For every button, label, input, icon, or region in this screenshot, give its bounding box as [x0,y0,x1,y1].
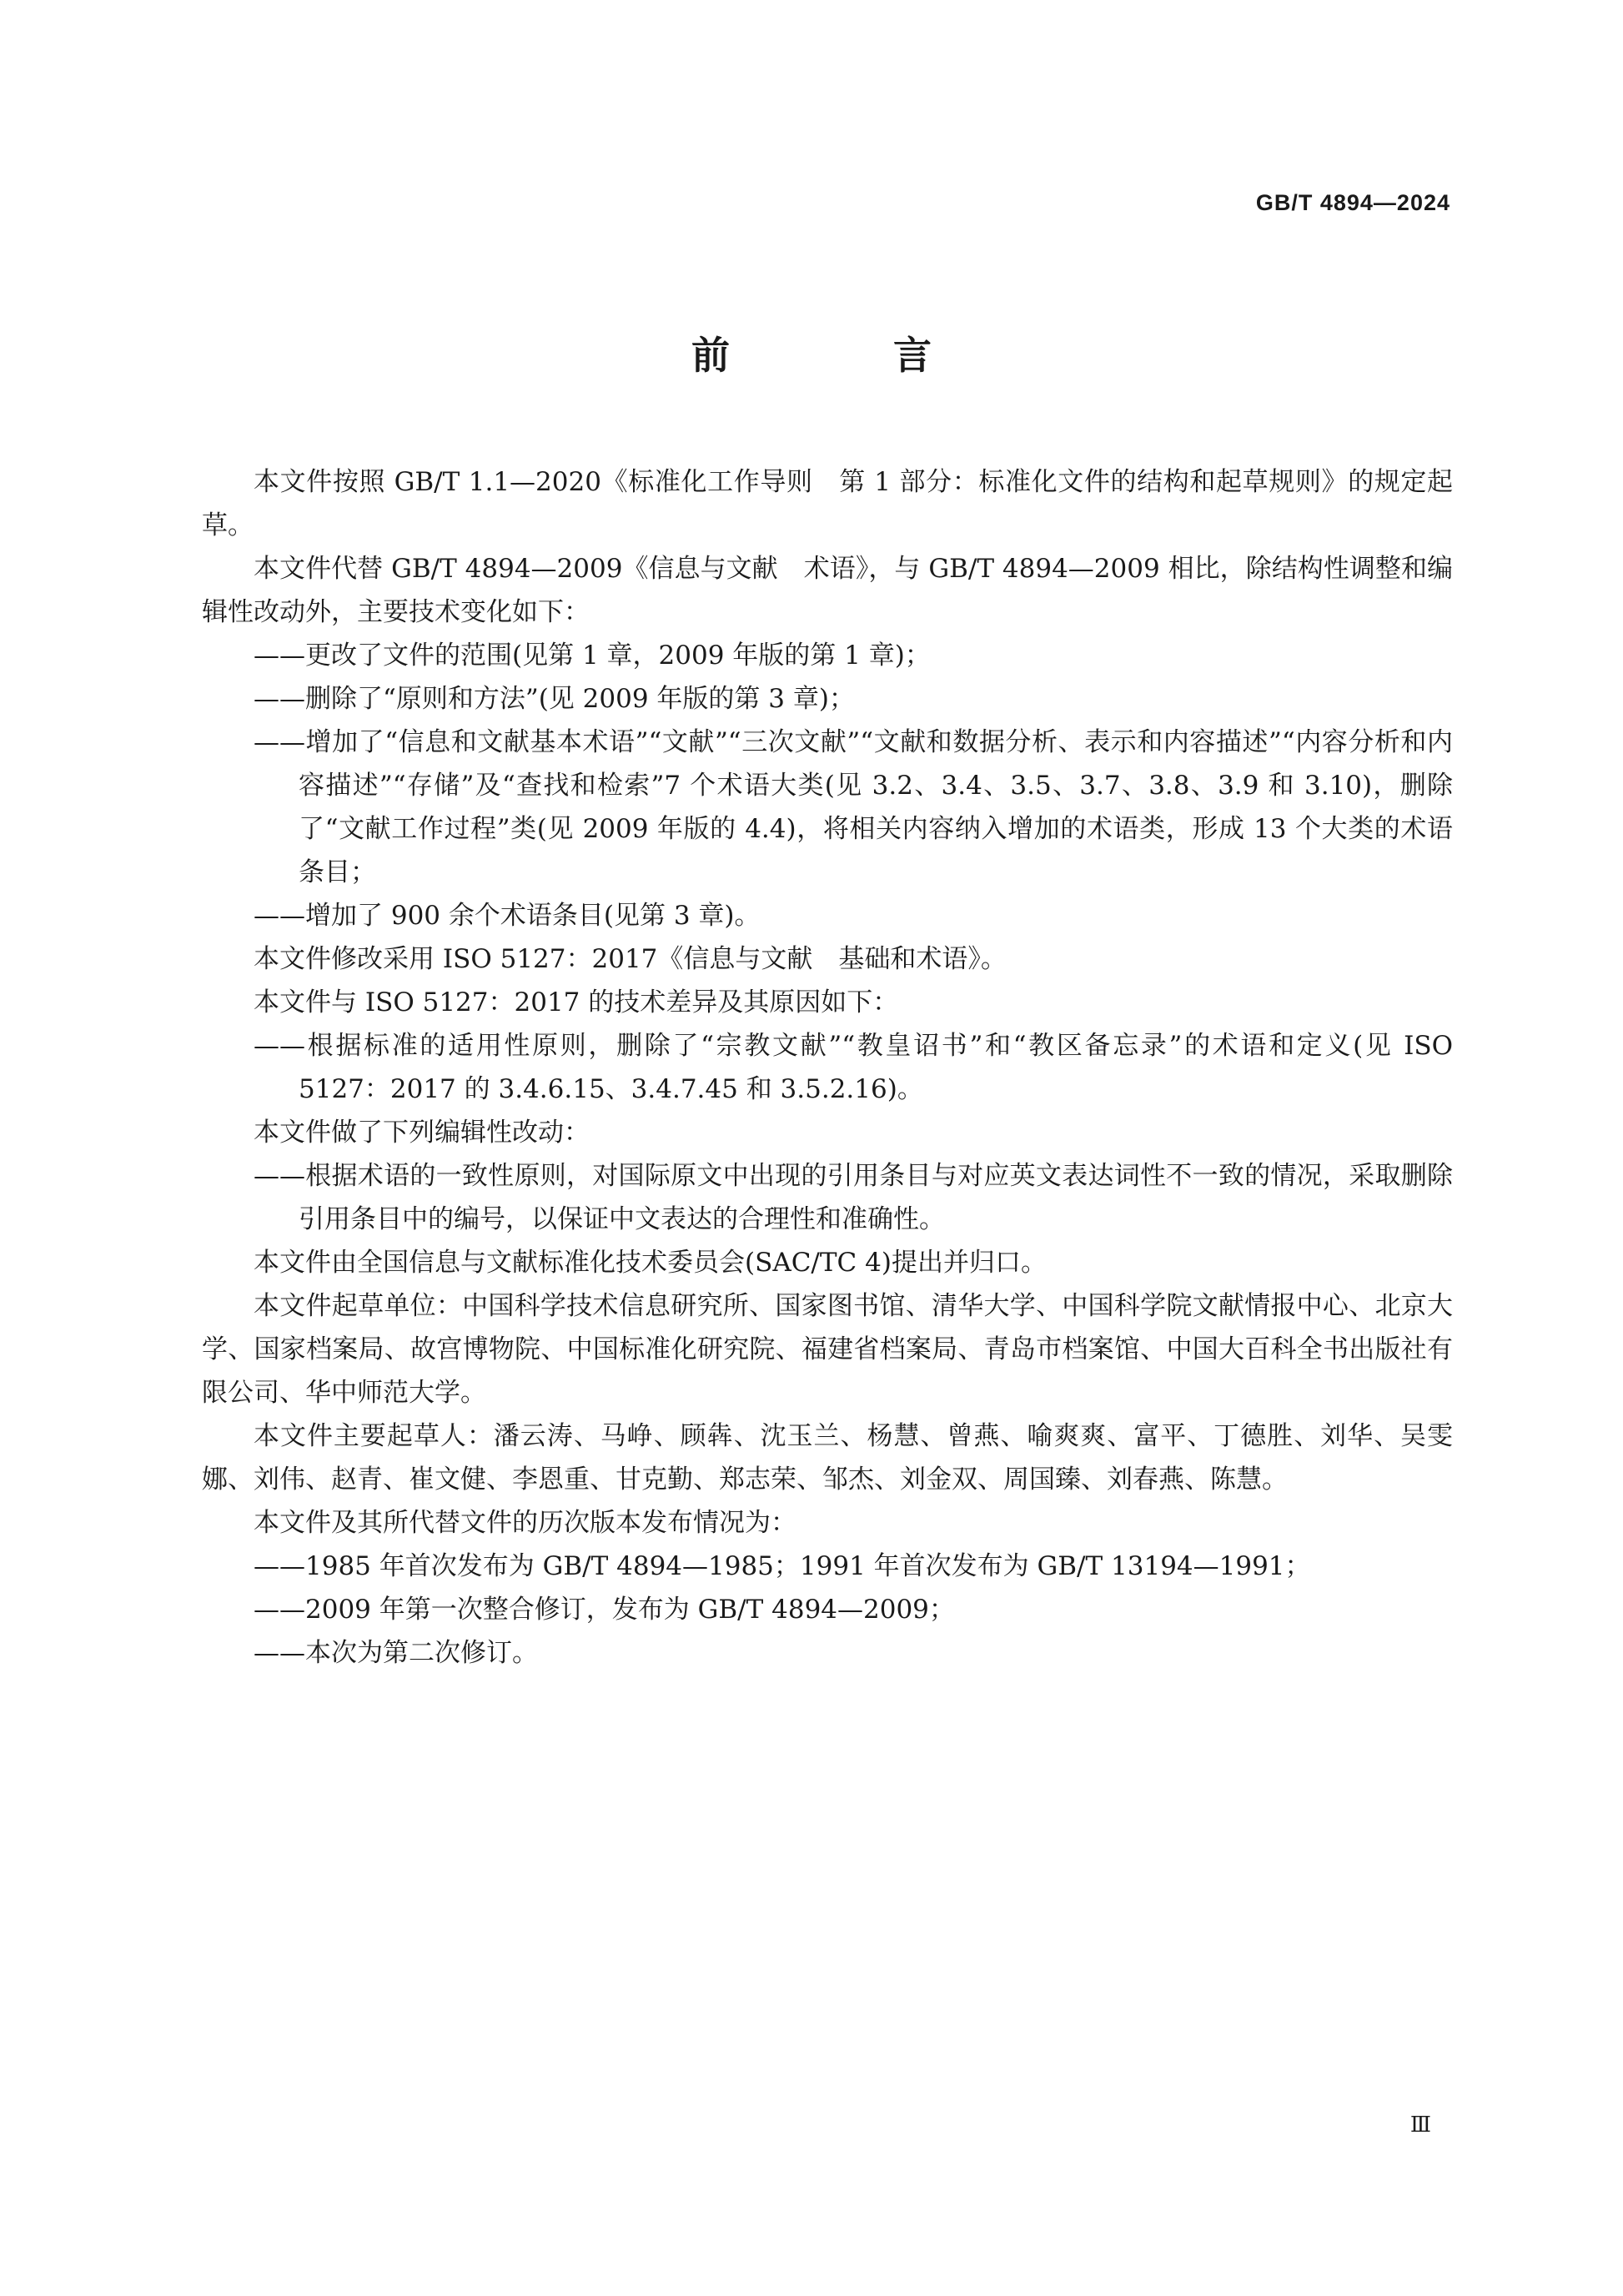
paragraph: 本文件由全国信息与文献标准化技术委员会(SAC/TC 4)提出并归口。 [254,1248,1047,1278]
paragraph: 本文件起草单位：中国科学技术信息研究所、国家图书馆、清华大学、中国科学院文献情报中心、北京大学、国家档案局、故宫博物院、中国标准化研究院、福建省档案局、青岛市档案馆、中国大百科全书出版社有限公司、华中师范大学。 [202,1291,1453,1408]
paragraph: 本文件及其所代替文件的历次版本发布情况为： [254,1508,796,1538]
list-item: ——根据术语的一致性原则，对国际原文中出现的引用条目与对应英文表达词性不一致的情况，采取删除引用条目中的编号，以保证中文表达的合理性和准确性。 [254,1161,1453,1234]
list-item: ——更改了文件的范围(见第 1 章，2009 年版的第 1 章)； [254,641,931,671]
list-item: ——1985 年首次发布为 GB/T 4894—1985；1991 年首次发布为 GB/T 13194—1991； [254,1551,1311,1581]
paragraph: 本文件代替 GB/T 4894—2009《信息与文献 术语》，与 GB/T 4894—2009 相比，除结构性调整和编辑性改动外，主要技术变化如下： [202,554,1453,627]
page-number: Ⅲ [1409,2113,1431,2138]
list-item: ——删除了“原则和方法”(见 2009 年版的第 3 章)； [254,684,855,714]
paragraph: 本文件做了下列编辑性改动： [254,1118,590,1148]
list-item: ——增加了“信息和文献基本术语”“文献”“三次文献”“文献和数据分析、表示和内容描述”“内容分析和内容描述”“存储”及“查找和检索”7 个术语大类(见 3.2、3.4、3.5、3.7、3.8、3.9 和 3.10)，删除了“文献工作过程”类(见 2009 年版的 4.4)，将相关内容纳入增加的术语类，形成 13 个大类的术语条目； [254,727,1453,887]
paragraph: 本文件与 ISO 5127：2017 的技术差异及其原因如下： [254,987,899,1017]
paragraph: 本文件修改采用 ISO 5127：2017《信息与文献 基础和术语》。 [254,944,1007,974]
list-item: ——2009 年第一次整合修订，发布为 GB/T 4894—2009； [254,1595,955,1625]
paragraph: 本文件主要起草人：潘云涛、马峥、顾犇、沈玉兰、杨慧、曾燕、喻爽爽、富平、丁德胜、刘华、吴雯娜、刘伟、赵青、崔文健、李恩重、甘克勤、郑志荣、邹杰、刘金双、周国臻、刘春燕、陈慧。 [202,1421,1453,1495]
page-title: 前 言 [691,333,1007,378]
list-item: ——增加了 900 余个术语条目(见第 3 章)。 [254,901,761,931]
foreword-body [202,460,1453,1675]
list-item: ——本次为第二次修订。 [254,1638,538,1668]
standard-code: GB/T 4894—2024 [1255,190,1450,215]
paragraph: 本文件按照 GB/T 1.1—2020《标准化工作导则 第 1 部分：标准化文件的结构和起草规则》的规定起草。 [202,467,1453,540]
list-item: ——根据标准的适用性原则，删除了“宗教文献”“教皇诏书”和“教区备忘录”的术语和定义(见 ISO 5127：2017 的 3.4.6.15、3.4.7.45 和 3.5.2.16)。 [254,1031,1453,1104]
